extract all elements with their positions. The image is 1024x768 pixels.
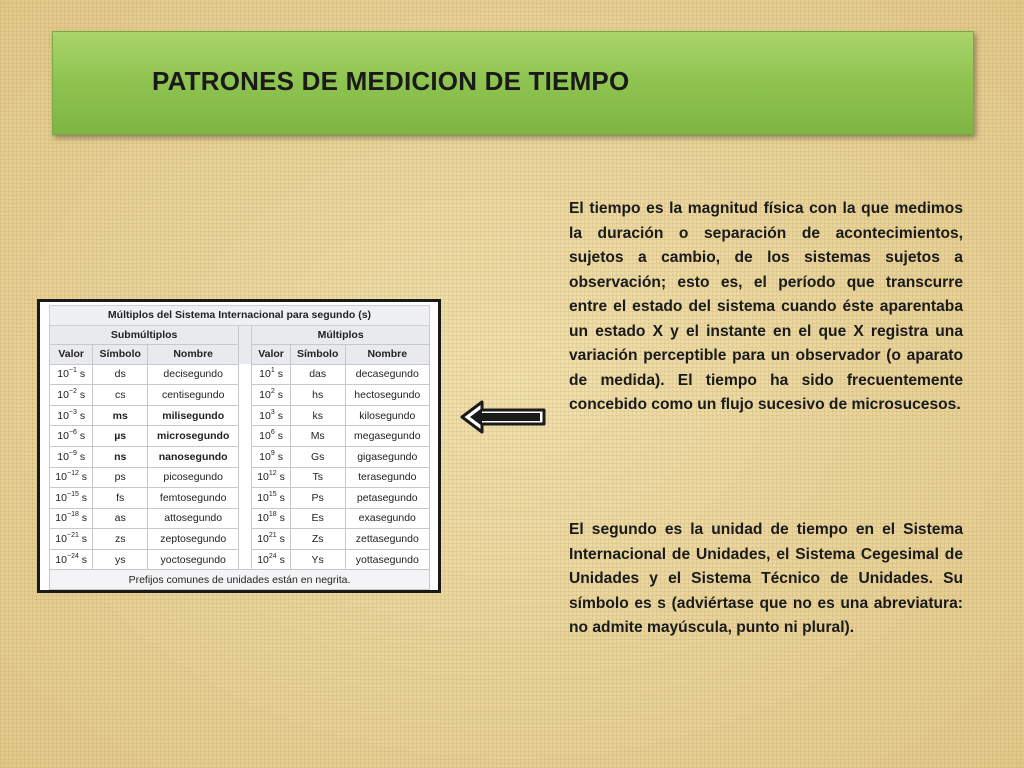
symbol-cell: hs	[290, 385, 345, 406]
name-cell: gigasegundo	[345, 446, 429, 467]
name-cell: picosegundo	[148, 467, 239, 488]
value-base: 10	[57, 450, 69, 463]
header-nombre: Nombre	[345, 345, 429, 365]
group-header-multiples: Múltiplos	[252, 325, 430, 345]
value-exponent: 12	[268, 470, 277, 478]
value-unit: s	[79, 430, 86, 443]
value-cell	[252, 529, 291, 550]
column-gap	[239, 467, 252, 488]
table-row	[50, 446, 430, 467]
name-cell: femtosegundo	[148, 488, 239, 509]
value-cell	[252, 446, 291, 467]
symbol-cell: zs	[93, 529, 148, 550]
value-cell	[50, 467, 93, 488]
symbol-cell: ps	[93, 467, 148, 488]
header-valor: Valor	[50, 345, 93, 365]
column-gap	[239, 385, 252, 406]
column-gap	[239, 345, 252, 365]
name-cell: megasegundo	[345, 426, 429, 447]
table-row	[50, 549, 430, 570]
name-cell: zettasegundo	[345, 529, 429, 550]
value-base: 10	[257, 471, 269, 484]
name-cell: hectosegundo	[345, 385, 429, 406]
value-cell	[252, 405, 291, 426]
symbol-cell: Es	[290, 508, 345, 529]
value-exponent: 9	[270, 449, 275, 457]
name-cell: decasegundo	[345, 364, 429, 385]
value-exponent: 21	[268, 532, 277, 540]
symbol-cell: ds	[93, 364, 148, 385]
si-multiples-table-image	[37, 299, 441, 593]
value-exponent: 2	[270, 388, 275, 395]
value-cell	[50, 426, 93, 447]
name-cell: microsegundo	[148, 426, 239, 447]
value-unit: s	[81, 533, 88, 546]
value-base: 10	[257, 553, 269, 566]
value-base: 10	[257, 512, 269, 525]
value-exponent: 15	[268, 490, 277, 498]
symbol-cell: Zs	[290, 529, 345, 550]
value-exponent: −15	[66, 490, 79, 498]
column-gap	[239, 364, 252, 385]
name-cell: exasegundo	[345, 508, 429, 529]
symbol-cell: Ts	[290, 467, 345, 488]
symbol-cell: µs	[93, 426, 148, 447]
value-unit: s	[81, 491, 88, 504]
paragraph-tiempo-definition: El tiempo es la magnitud física con la que medimos la duración o separación de acontecimientos, sujetos a cambio, de los sistemas sujetos a observación; esto es, el período que transcurre entre el estado del sistema cuando éste aparentaba un estado X y el instante en el que X registra una variación perceptible para un observador (o aparato de medida). El tiempo ha sido frecuentemente concebido como un flujo sucesivo de microsucesos.	[569, 200, 963, 413]
value-exponent: −24	[66, 552, 79, 560]
symbol-cell: fs	[93, 488, 148, 509]
value-unit: s	[277, 389, 283, 401]
column-gap	[239, 508, 252, 529]
si-multiples-table	[49, 305, 430, 590]
value-base: 10	[55, 471, 67, 484]
table-row	[50, 405, 430, 426]
value-exponent: −6	[68, 429, 77, 437]
table-row	[50, 529, 430, 550]
value-unit: s	[277, 450, 283, 463]
value-cell	[50, 446, 93, 467]
name-cell: milisegundo	[148, 405, 239, 426]
value-base: 10	[259, 389, 271, 401]
value-base: 10	[259, 450, 271, 463]
name-cell: yottasegundo	[345, 549, 429, 570]
value-base: 10	[259, 430, 271, 443]
value-exponent: −9	[68, 449, 77, 457]
value-cell	[252, 426, 291, 447]
value-base: 10	[57, 409, 69, 422]
value-exponent: 6	[270, 429, 275, 437]
value-unit: s	[79, 450, 86, 463]
value-exponent: 18	[268, 511, 277, 519]
symbol-cell: as	[93, 508, 148, 529]
symbol-cell: Ys	[290, 549, 345, 570]
symbol-cell: ks	[290, 405, 345, 426]
header-simbolo: Símbolo	[93, 345, 148, 365]
value-cell	[50, 405, 93, 426]
value-unit: s	[279, 471, 285, 484]
column-gap	[239, 426, 252, 447]
column-gap	[239, 549, 252, 570]
value-exponent: 3	[270, 408, 275, 416]
value-base: 10	[57, 430, 69, 443]
value-exponent: −21	[66, 532, 79, 540]
header-simbolo: Símbolo	[290, 345, 345, 365]
value-unit: s	[279, 512, 285, 525]
column-gap	[239, 488, 252, 509]
name-cell: yoctosegundo	[148, 549, 239, 570]
name-cell: attosegundo	[148, 508, 239, 529]
value-cell	[50, 385, 93, 406]
symbol-cell: Ps	[290, 488, 345, 509]
column-gap	[239, 446, 252, 467]
symbol-cell: ms	[93, 405, 148, 426]
table-caption: Múltiplos del Sistema Internacional para segundo (s)	[50, 306, 430, 326]
table-row	[50, 364, 430, 385]
value-base: 10	[57, 368, 69, 381]
value-unit: s	[279, 553, 285, 566]
table-row	[50, 467, 430, 488]
value-exponent: 24	[268, 552, 277, 560]
value-unit: s	[81, 553, 88, 566]
value-cell	[50, 364, 93, 385]
value-unit: s	[279, 533, 285, 546]
value-exponent: −1	[68, 367, 77, 375]
value-cell	[252, 467, 291, 488]
name-cell: decisegundo	[148, 364, 239, 385]
symbol-cell: Gs	[290, 446, 345, 467]
header-valor: Valor	[252, 345, 291, 365]
value-cell	[252, 508, 291, 529]
symbol-cell: das	[290, 364, 345, 385]
value-base: 10	[55, 553, 67, 566]
left-arrow-icon	[460, 400, 548, 434]
value-unit: s	[277, 409, 283, 422]
value-unit: s	[277, 430, 283, 443]
value-unit: s	[81, 471, 88, 484]
value-cell	[50, 549, 93, 570]
table-row	[50, 426, 430, 447]
name-cell: kilosegundo	[345, 405, 429, 426]
header-nombre: Nombre	[148, 345, 239, 365]
value-base: 10	[55, 533, 67, 546]
group-header-submultiples: Submúltiplos	[50, 325, 239, 345]
value-base: 10	[257, 533, 269, 546]
name-cell: nanosegundo	[148, 446, 239, 467]
value-cell	[252, 385, 291, 406]
value-exponent: 1	[270, 367, 275, 375]
value-exponent: −18	[66, 511, 79, 519]
value-cell	[252, 488, 291, 509]
slide-title: PATRONES DE MEDICION DE TIEMPO	[152, 66, 630, 96]
symbol-cell: cs	[93, 385, 148, 406]
value-unit: s	[279, 491, 285, 504]
value-cell	[252, 364, 291, 385]
value-unit: s	[81, 512, 88, 525]
name-cell: centisegundo	[148, 385, 239, 406]
value-base: 10	[257, 491, 269, 504]
value-cell	[252, 549, 291, 570]
value-exponent: −2	[68, 388, 77, 395]
column-gap	[239, 325, 252, 345]
column-gap	[239, 529, 252, 550]
value-cell	[50, 529, 93, 550]
value-unit: s	[79, 368, 86, 381]
symbol-cell: ys	[93, 549, 148, 570]
name-cell: zeptosegundo	[148, 529, 239, 550]
paragraph-segundo-definition: El segundo es la unidad de tiempo en el Sistema Internacional de Unidades, el Sistema Cegesimal de Unidades y el Sistema Técnico de Unidades. Su símbolo es s (adviértase que no es una abreviatura: no admite mayúscula, punto ni plural).	[569, 521, 963, 636]
value-unit: s	[79, 389, 86, 401]
symbol-cell: Ms	[290, 426, 345, 447]
table-footer: Prefijos comunes de unidades están en negrita.	[50, 570, 430, 590]
value-base: 10	[259, 368, 271, 381]
value-unit: s	[79, 409, 86, 422]
value-cell	[50, 488, 93, 509]
table-row	[50, 508, 430, 529]
value-base: 10	[259, 409, 271, 422]
name-cell: petasegundo	[345, 488, 429, 509]
table-row	[50, 385, 430, 406]
value-exponent: −12	[66, 470, 79, 478]
value-cell	[50, 508, 93, 529]
table-row	[50, 488, 430, 509]
value-exponent: −3	[68, 408, 77, 416]
symbol-cell: ns	[93, 446, 148, 467]
column-gap	[239, 405, 252, 426]
name-cell: terasegundo	[345, 467, 429, 488]
value-unit: s	[277, 368, 283, 381]
value-base: 10	[55, 491, 67, 504]
value-base: 10	[55, 512, 67, 525]
value-base: 10	[57, 389, 69, 401]
